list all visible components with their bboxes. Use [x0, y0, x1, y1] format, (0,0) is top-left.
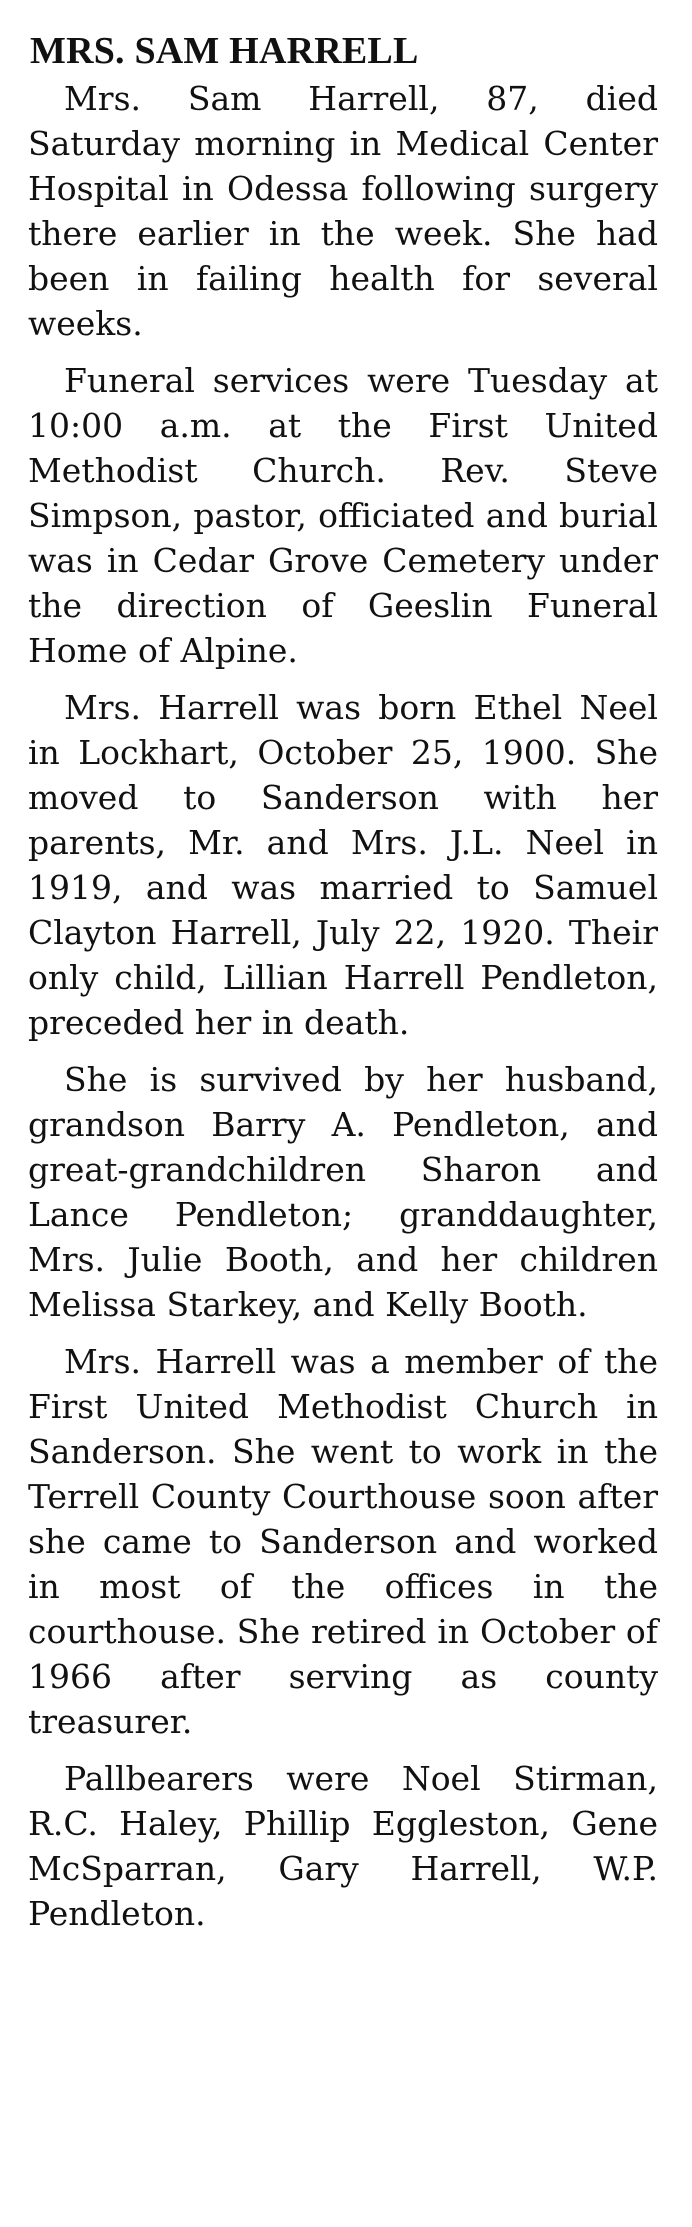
paragraph-pallbearers: Pallbearers were Noel Stirman, R.C. Haley, Phillip Eggleston, Gene McSparran, Gary Harrell, W.P. Pendleton.: [28, 1759, 658, 1933]
paragraph-funeral-services: Funeral services were Tuesday at 10:00 a.m. at the First United Methodist Church. Rev. Steve Simpson, pastor, officiated and burial was in Cedar Grove Cemetery under the direction of Geeslin Funeral Home of Alpine.: [28, 361, 658, 670]
paragraph-death-notice: Mrs. Sam Harrell, 87, died Saturday morning in Medical Center Hospital in Odessa following surgery there earlier in the week. She had been in failing health for several weeks.: [28, 79, 658, 343]
obituary-clipping: [28, 26, 658, 1948]
paragraph-survivors: She is survived by her husband, grandson Barry A. Pendleton, and great-grandchildren Sharon and Lance Pendleton; granddaughter, Mrs. Julie Booth, and her children Melissa Starkey, and Kelly Booth.: [28, 1060, 658, 1324]
obituary-headline: MRS. SAM HARRELL: [30, 30, 419, 72]
paragraph-biography: Mrs. Harrell was born Ethel Neel in Lockhart, October 25, 1900. She moved to Sanderson with her parents, Mr. and Mrs. J.L. Neel in 1919, and was married to Samuel Clayton Harrell, July 22, 1920. Their only child, Lillian Harrell Pendleton, preceded her in death.: [28, 688, 658, 1042]
paragraph-career: Mrs. Harrell was a member of the First United Methodist Church in Sanderson. She went to work in the Terrell County Courthouse soon after she came to Sanderson and worked in most of the offices in the courthouse. She retired in October of 1966 after serving as county treasurer.: [28, 1342, 658, 1741]
